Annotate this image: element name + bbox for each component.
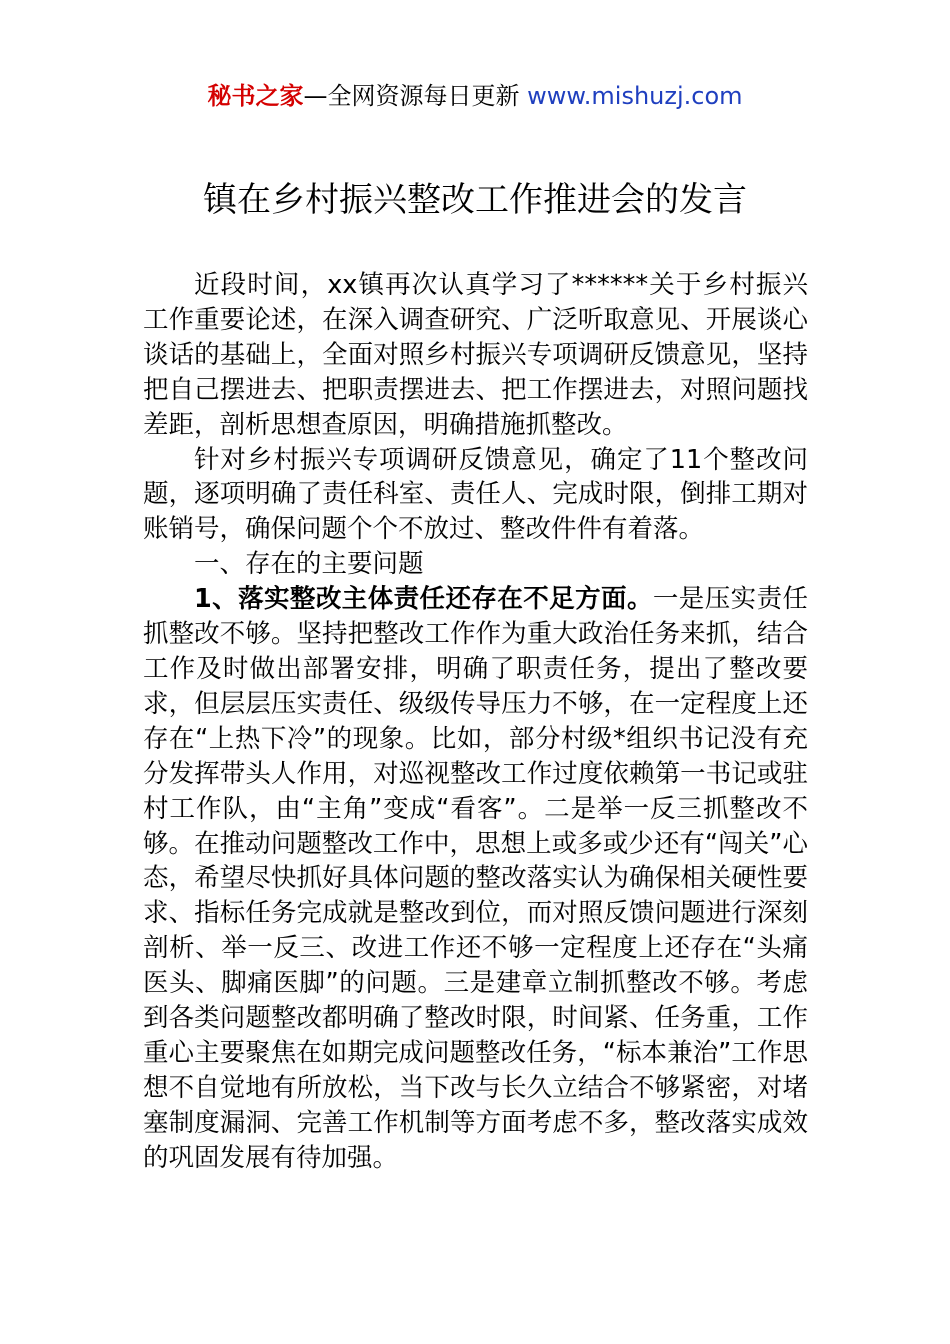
site-header — [0, 80, 950, 112]
section-heading: 一、存在的主要问题 — [194, 549, 424, 580]
issue-1-heading: 1、落实整改主体责任还存在不足方面。 — [194, 584, 653, 615]
paragraph-intro: 近段时间，xx镇再次认真学习了******关于乡村振兴工作重要论述，在深入调查研究、广泛听取意见、开展谈心谈话的基础上，全面对照乡村振兴专项调研反馈意见，坚持把自己摆进去、把职责摆进去、把工作摆进去，对照问题找差距，剖析思想查原因，明确措施抓整改。 — [143, 270, 808, 440]
paragraph-issue-1 — [143, 582, 808, 1175]
document-body — [143, 268, 808, 1176]
site-brand: 秘书之家 — [207, 82, 304, 110]
site-url-link[interactable]: www.mishuzj.com — [527, 82, 743, 110]
paragraph-rectification-count: 针对乡村振兴专项调研反馈意见，确定了11个整改问题，逐项明确了责任科室、责任人、完成时限，倒排工期对账销号，确保问题个个不放过、整改件件有着落。 — [143, 444, 808, 545]
issue-1-body: 一是压实责任抓整改不够。坚持把整改工作作为重大政治任务来抓，结合工作及时做出部署安排，明确了职责任务，提出了整改要求，但层层压实责任、级级传导压力不够，在一定程度上还存在“上热下冷”的现象。比如，部分村级*组织书记没有充分发挥带头人作用，对巡视整改工作过度依赖第一书记或驻村工作队，由“主角”变成“看客”。二是举一反三抓整改不够。在推动问题整改工作中，思想上或多或少还有“闯关”心态，希望尽快抓好具体问题的整改落实认为确保相关硬性要求、指标任务完成就是整改到位，而对照反馈问题进行深刻剖析、举一反三、改进工作还不够一定程度上还存在“头痛医头、脚痛医脚”的问题。三是建章立制抓整改不够。考虑到各类问题整改都明确了整改时限，时间紧、任务重，工作重心主要聚焦在如期完成问题整改任务，“标本兼治”工作思想不自觉地有所放松，当下改与长久立结合不够紧密，对堵塞制度漏洞、完善工作机制等方面考虑不多，整改落实成效的巩固发展有待加强。 — [143, 584, 808, 1173]
site-tagline: —全网资源每日更新 — [303, 82, 520, 110]
document-title: 镇在乡村振兴整改工作推进会的发言 — [203, 180, 747, 220]
